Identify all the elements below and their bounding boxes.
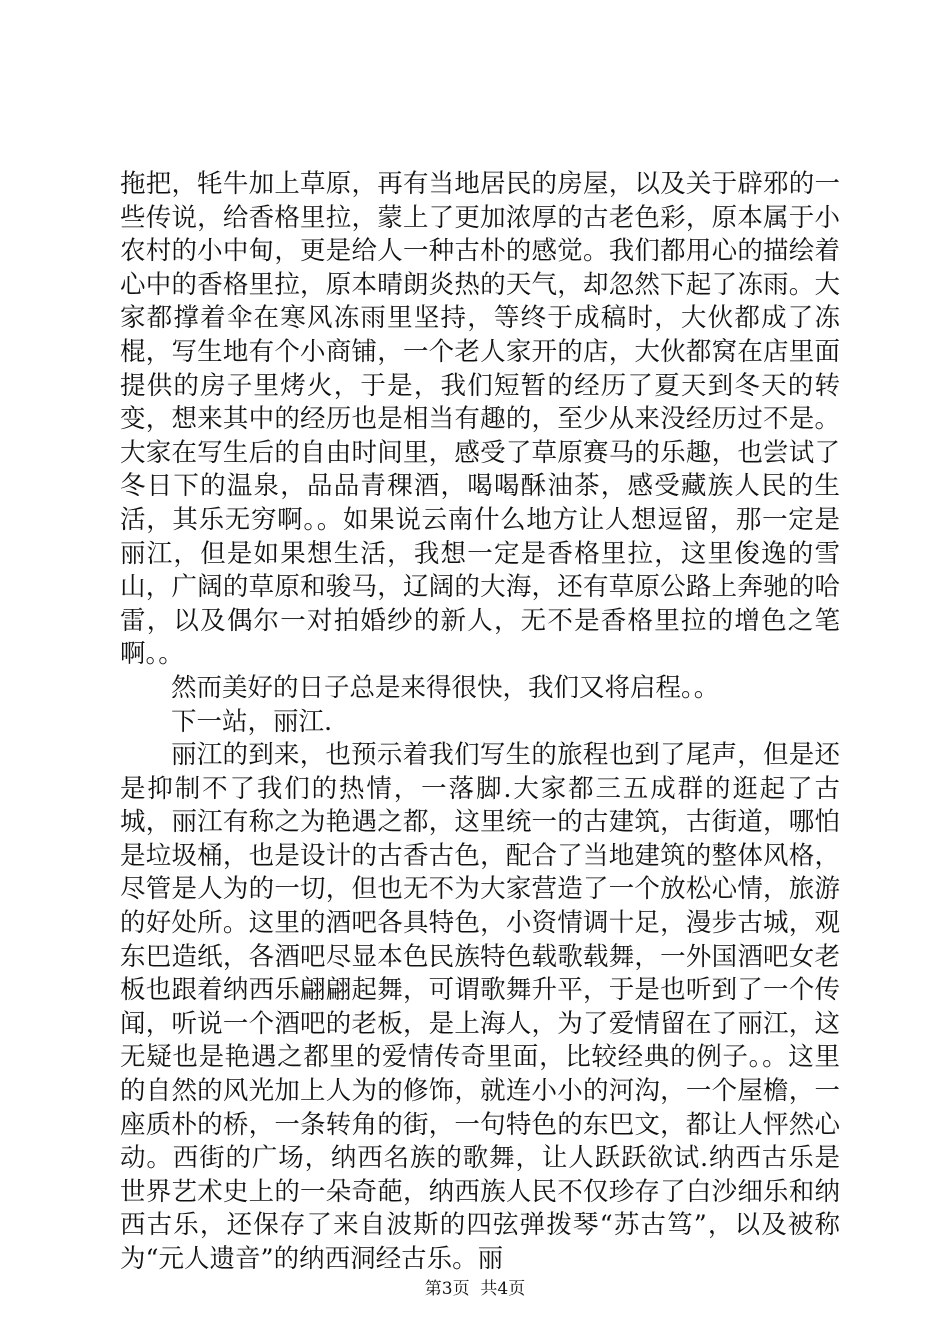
body-paragraph-3: 下一站，丽江. [171,706,333,737]
document-body [120,168,840,1277]
body-paragraph-4: 丽江的到来，也预示着我们写生的旅程也到了尾声，但是还是抑制不了我们的热情，一落脚.大家都三五成群的逛起了古城，丽江有称之为艳遇之都，这里统一的古建筑，古街道，哪怕是垃圾桶，也是设计的古香古色，配合了当地建筑的整体风格，尽管是人为的一切，但也无不为大家营造了一个放松心情，旅游的好处所。这里的酒吧各具特色，小资情调十足，漫步古城，观东巴造纸，各酒吧尽显本色民族特色载歌载舞，一外国酒吧女老板也跟着纳西乐翩翩起舞，可谓歌舞升平，于是也听到了一个传闻，听说一个酒吧的老板，是上海人，为了爱情留在了丽江，这无疑也是艳遇之都里的爱情传奇里面，比较经典的例子。。这里的自然的风光加上人为的修饰，就连小小的河沟，一个屋檐，一座质朴的桥，一条转角的街，一句特色的东巴文，都让人怦然心动。西街的广场，纳西名族的歌舞，让人跃跃欲试.纳西古乐是世界艺术史上的一朵奇葩，纳西族人民不仅珍存了白沙细乐和纳西古乐，还保存了来自波斯的四弦弹拨琴“苏古笃”，以及被称为“元人遗音”的纳西洞经古乐。丽 [120,740,840,1274]
total-pages: 共4页 [480,1279,526,1299]
body-paragraph-2: 然而美好的日子总是来得很快，我们又将启程。。 [171,672,720,703]
page-number: 第3页 [424,1279,470,1299]
page-footer [0,1278,950,1300]
body-paragraph-1: 拖把，牦牛加上草原，再有当地居民的房屋，以及关于辟邪的一些传说，给香格里拉，蒙上了更加浓厚的古老色彩，原本属于小农村的小中甸，更是给人一种古朴的感觉。我们都用心的描绘着心中的香格里拉，原本晴朗炎热的天气，却忽然下起了冻雨。大家都撑着伞在寒风冻雨里坚持，等终于成稿时，大伙都成了冻棍，写生地有个小商铺，一个老人家开的店，大伙都窝在店里面提供的房子里烤火，于是，我们短暂的经历了夏天到冬天的转变，想来其中的经历也是相当有趣的，至少从来没经历过不是。大家在写生后的自由时间里，感受了草原赛马的乐趣，也尝试了冬日下的温泉，品品青稞酒，喝喝酥油茶，感受藏族人民的生活，其乐无穷啊。。如果说云南什么地方让人想逗留，那一定是丽江，但是如果想生活，我想一定是香格里拉，这里俊逸的雪山，广阔的草原和骏马，辽阔的大海，还有草原公路上奔驰的哈雷，以及偶尔一对拍婚纱的新人，无不是香格里拉的增色之笔啊。。 [120,169,840,670]
